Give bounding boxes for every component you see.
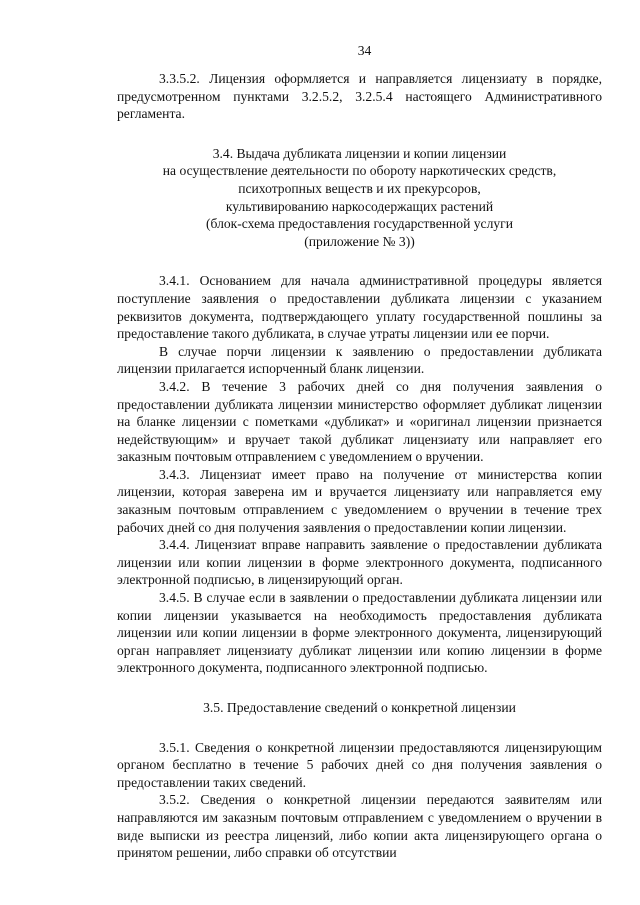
spacer bbox=[117, 677, 602, 699]
heading-line: (блок-схема предоставления государственной услуги bbox=[205, 216, 514, 232]
section-heading-3-5: 3.5. Предоставление сведений о конкретной лицензии bbox=[203, 700, 516, 715]
section-heading-3-4 bbox=[117, 145, 602, 251]
paragraph-3-4-1: 3.4.1. Основанием для начала административной процедуры является поступление заявления о предоставлении дубликата лицензии с указанием реквизитов документа, подтверждающего уплату государственной пошлины за предоставление такого дубликата, в случае утраты лицензии или ее порчи. bbox=[117, 273, 602, 342]
heading-line: 3.4. Выдача дубликата лицензии и копии лицензии bbox=[212, 145, 507, 161]
heading-line: культивированию наркосодержащих растений bbox=[225, 198, 494, 214]
paragraph-3-5-2: 3.5.2. Сведения о конкретной лицензии передаются заявителям или направляются им заказным почтовым отправлением с уведомлением о вручении в виде выписки из реестра лицензий, либо копии акта лицензирующего органа о принятом решении, либо справки об отсутствии bbox=[117, 792, 602, 861]
paragraph-3-4-4: 3.4.4. Лицензиат вправе направить заявление о предоставлении дубликата лицензии или копии лицензии в форме электронного документа, подписанного электронной подписью, в лицензирующий орган. bbox=[117, 537, 602, 588]
spacer bbox=[117, 123, 602, 145]
page-number: 34 bbox=[357, 43, 372, 58]
heading-line: на осуществление деятельности по обороту наркотических средств, bbox=[162, 163, 557, 179]
paragraph-3-3-5-2: 3.3.5.2. Лицензия оформляется и направляется лицензиату в порядке, предусмотренном пунктами 3.2.5.2, 3.2.5.4 настоящего Административного регламента. bbox=[117, 71, 602, 122]
spacer bbox=[117, 717, 602, 739]
spacer bbox=[117, 60, 602, 70]
heading-line: психотропных веществ и их прекурсоров, bbox=[238, 180, 481, 196]
paragraph-3-5-1: 3.5.1. Сведения о конкретной лицензии предоставляются лицензирующим органом бесплатно в течение 5 рабочих дней со дня получения заявления о предоставлении таких сведений. bbox=[117, 739, 602, 790]
paragraph-3-4-2: 3.4.2. В течение 3 рабочих дней со дня получения заявления о предоставлении дубликата лицензии министерство оформляет дубликат лицензии на бланке лицензии с пометками «дубликат» и «оригинал лицензии признается недействующим» и вручает такой дубликат лицензиату или направляет его заказным почтовым отправлением с уведомлением о вручении. bbox=[117, 378, 602, 465]
paragraph-3-4-1-continued: В случае порчи лицензии к заявлению о предоставлении дубликата лицензии прилагается испорченный бланк лицензии. bbox=[117, 343, 602, 377]
heading-line: (приложение № 3)) bbox=[304, 233, 415, 249]
paragraph-3-4-5: 3.4.5. В случае если в заявлении о предоставлении дубликата лицензии или копии лицензии указывается на необходимость предоставления дубликата лицензии или копии лицензии в форме электронного документа, лицензирующий орган направляет лицензиату дубликат лицензии или копию лицензии в форме электронного документа, подписанного электронной подписью. bbox=[117, 590, 602, 676]
spacer bbox=[117, 250, 602, 272]
paragraph-3-4-3: 3.4.3. Лицензиат имеет право на получение от министерства копии лицензии, которая заверена им и вручается лицензиату или направляется ему заказным почтовым отправлением с уведомлением о вручении в течение трех рабочих дней со дня получения заявления о предоставлении копии лицензии. bbox=[117, 466, 602, 535]
